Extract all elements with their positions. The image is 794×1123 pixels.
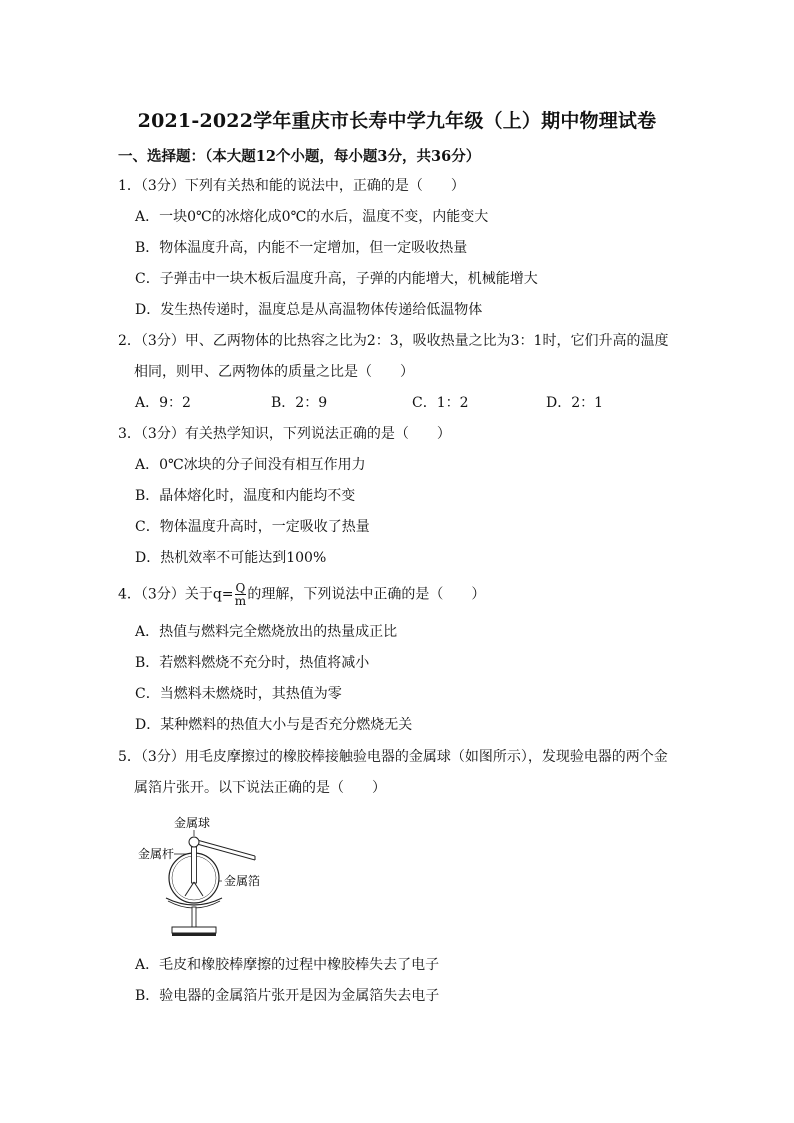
section-heading: 一、选择题：（本大题12个小题，每小题3分，共36分） bbox=[118, 148, 481, 165]
q1-option-a[interactable]: A．一块0℃的冰熔化成0℃的水后，温度不变，内能变大 bbox=[135, 209, 489, 225]
electroscope-diagram bbox=[136, 812, 276, 942]
metal-ball bbox=[189, 837, 199, 847]
q4-stem-prefix: 4．（3分）关于q= bbox=[118, 586, 234, 603]
q1-option-b[interactable]: B．物体温度升高，内能不一定增加，但一定吸收热量 bbox=[135, 240, 468, 256]
q5-stem-line2: 属箔片张开。以下说法正确的是（ ） bbox=[134, 780, 386, 796]
label-metal-rod: 金属杆 bbox=[138, 847, 175, 861]
q4-stem bbox=[118, 582, 485, 607]
stand bbox=[166, 898, 222, 936]
q2-option-a[interactable]: A．9：2 bbox=[135, 395, 191, 411]
exam-title: 2021-2022学年重庆市长寿中学九年级（上）期中物理试卷 bbox=[137, 110, 657, 132]
q5-option-a[interactable]: A．毛皮和橡胶棒摩擦的过程中橡胶棒失去了电子 bbox=[135, 957, 440, 973]
q3-option-c[interactable]: C．物体温度升高时，一定吸收了热量 bbox=[135, 519, 370, 535]
q2-option-b[interactable]: B．2：9 bbox=[271, 395, 328, 411]
q3-option-d[interactable]: D．热机效率不可能达到100% bbox=[135, 550, 327, 566]
q5-option-b[interactable]: B．验电器的金属箔片张开是因为金属箔失去电子 bbox=[135, 988, 440, 1004]
q1-option-d[interactable]: D．发生热传递时，温度总是从高温物体传递给低温物体 bbox=[135, 302, 483, 318]
label-metal-foil: 金属箔 bbox=[224, 874, 261, 888]
q4-option-c[interactable]: C．当燃料未燃烧时，其热值为零 bbox=[135, 686, 342, 702]
q5-stem-line1: 5．（3分）用毛皮摩擦过的橡胶棒接触验电器的金属球（如图所示），发现验电器的两个金 bbox=[118, 749, 668, 765]
q4-fraction-numerator: Q bbox=[235, 581, 246, 595]
q3-option-b[interactable]: B．晶体熔化时，温度和内能均不变 bbox=[135, 488, 356, 504]
metal-rod bbox=[192, 847, 197, 883]
q2-stem-line2: 相同，则甲、乙两物体的质量之比是（ ） bbox=[134, 364, 414, 380]
q3-stem: 3．（3分）有关热学知识，下列说法正确的是（ ） bbox=[118, 426, 451, 442]
q1-stem: 1．（3分）下列有关热和能的说法中，正确的是（ ） bbox=[118, 178, 465, 194]
q4-formula-fraction bbox=[235, 582, 247, 607]
label-metal-ball: 金属球 bbox=[174, 816, 211, 830]
q4-option-d[interactable]: D．某种燃料的热值大小与是否充分燃烧无关 bbox=[135, 717, 413, 733]
q3-option-a[interactable]: A．0℃冰块的分子间没有相互作用力 bbox=[135, 457, 366, 473]
q4-option-b[interactable]: B．若燃料燃烧不充分时，热值将减小 bbox=[135, 655, 370, 671]
q2-options bbox=[135, 393, 695, 413]
q2-stem-line1: 2．（3分）甲、乙两物体的比热容之比为2：3，吸收热量之比为3：1时，它们升高的温度 bbox=[118, 333, 669, 349]
q4-fraction-denominator: m bbox=[234, 594, 247, 608]
q4-stem-suffix: 的理解，下列说法中正确的是（ ） bbox=[247, 586, 486, 603]
q2-option-d[interactable]: D．2：1 bbox=[546, 395, 604, 411]
q1-option-c[interactable]: C．子弹击中一块木板后温度升高，子弹的内能增大，机械能增大 bbox=[135, 271, 538, 287]
q2-option-c[interactable]: C．1：2 bbox=[412, 395, 469, 411]
q4-option-a[interactable]: A．热值与燃料完全燃烧放出的热量成正比 bbox=[135, 624, 398, 640]
